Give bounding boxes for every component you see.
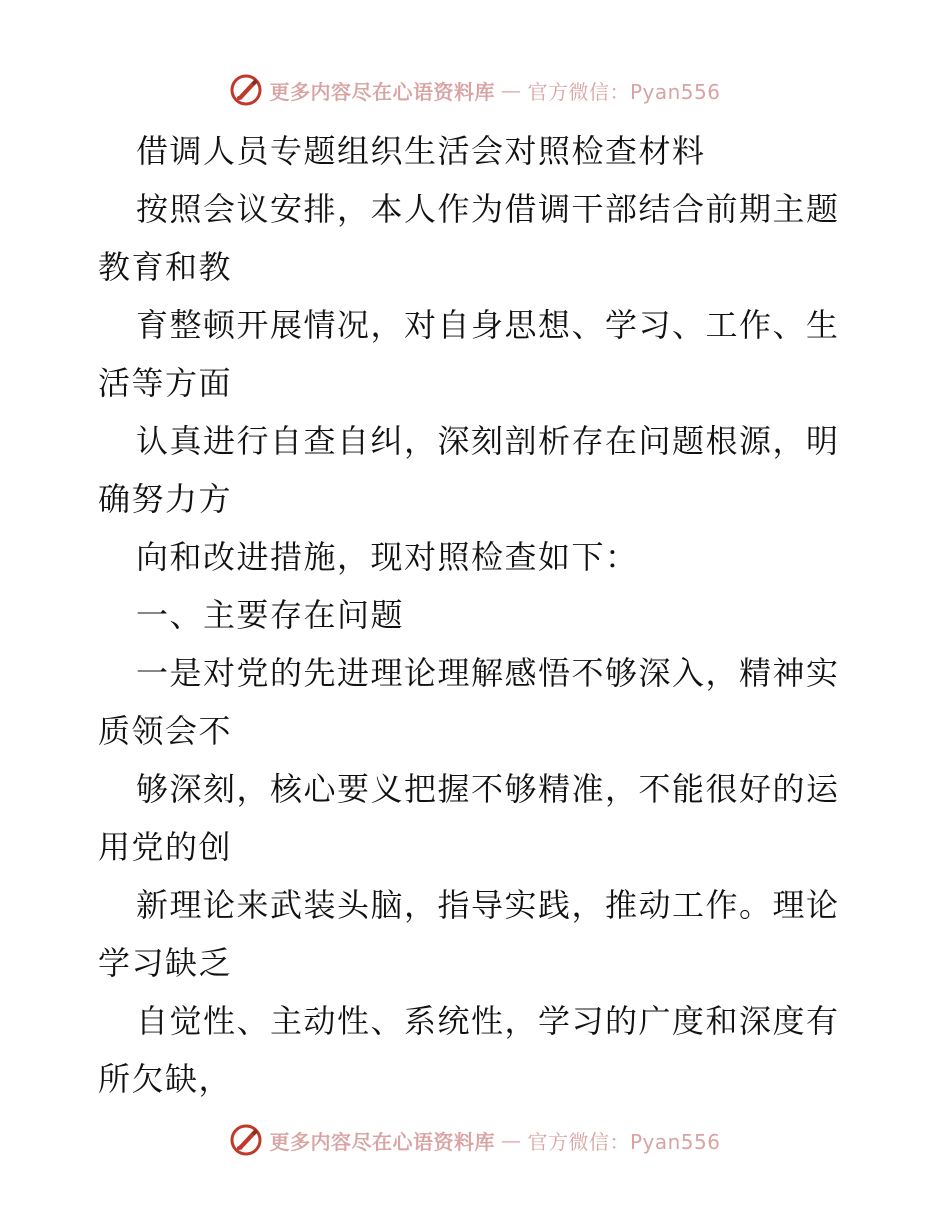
paragraph-line: 新理论来武装头脑，指导实践，推动工作。理论 <box>136 886 840 924</box>
paragraph-line: 育整顿开展情况，对自身思想、学习、工作、生 <box>136 306 840 344</box>
paragraph-line: 一是对党的先进理论理解感悟不够深入，精神实 <box>136 654 840 692</box>
watermark-wechat: 官方微信：Pyan556 <box>527 79 721 104</box>
paragraph-line: 自觉性、主动性、系统性，学习的广度和深度有 <box>136 1002 840 1040</box>
paragraph-line: 活等方面 <box>98 364 233 402</box>
watermark-dash: — <box>500 1128 522 1152</box>
paragraph-line: 向和改进措施，现对照检查如下： <box>136 538 639 576</box>
document-body <box>98 122 853 1108</box>
paragraph-line: 用党的创 <box>98 828 233 866</box>
paragraph-line: 质领会不 <box>98 712 233 750</box>
paragraph-line: 所欠缺， <box>98 1060 233 1098</box>
document-title: 借调人员专题组织生活会对照检查材料 <box>136 132 706 170</box>
paragraph-line: 教育和教 <box>98 248 233 286</box>
paragraph-line: 认真进行自查自纠，深刻剖析存在问题根源，明 <box>136 422 840 460</box>
pen-seal-logo-icon <box>229 1123 263 1157</box>
watermark-dash: — <box>500 78 522 102</box>
paragraph-line: 确努力方 <box>98 480 233 518</box>
paragraph-line: 学习缺乏 <box>98 944 233 982</box>
paragraph-line: 按照会议安排，本人作为借调干部结合前期主题 <box>136 190 840 228</box>
watermark-wechat: 官方微信：Pyan556 <box>527 1129 721 1154</box>
paragraph-line: 够深刻，核心要义把握不够精准，不能很好的运 <box>136 770 840 808</box>
header-watermark <box>0 70 950 110</box>
section-heading: 一、主要存在问题 <box>136 596 405 634</box>
footer-watermark <box>0 1120 950 1160</box>
watermark-text: 更多内容尽在心语资料库 <box>269 79 495 104</box>
pen-seal-logo-icon <box>229 73 263 107</box>
watermark-text: 更多内容尽在心语资料库 <box>269 1129 495 1154</box>
